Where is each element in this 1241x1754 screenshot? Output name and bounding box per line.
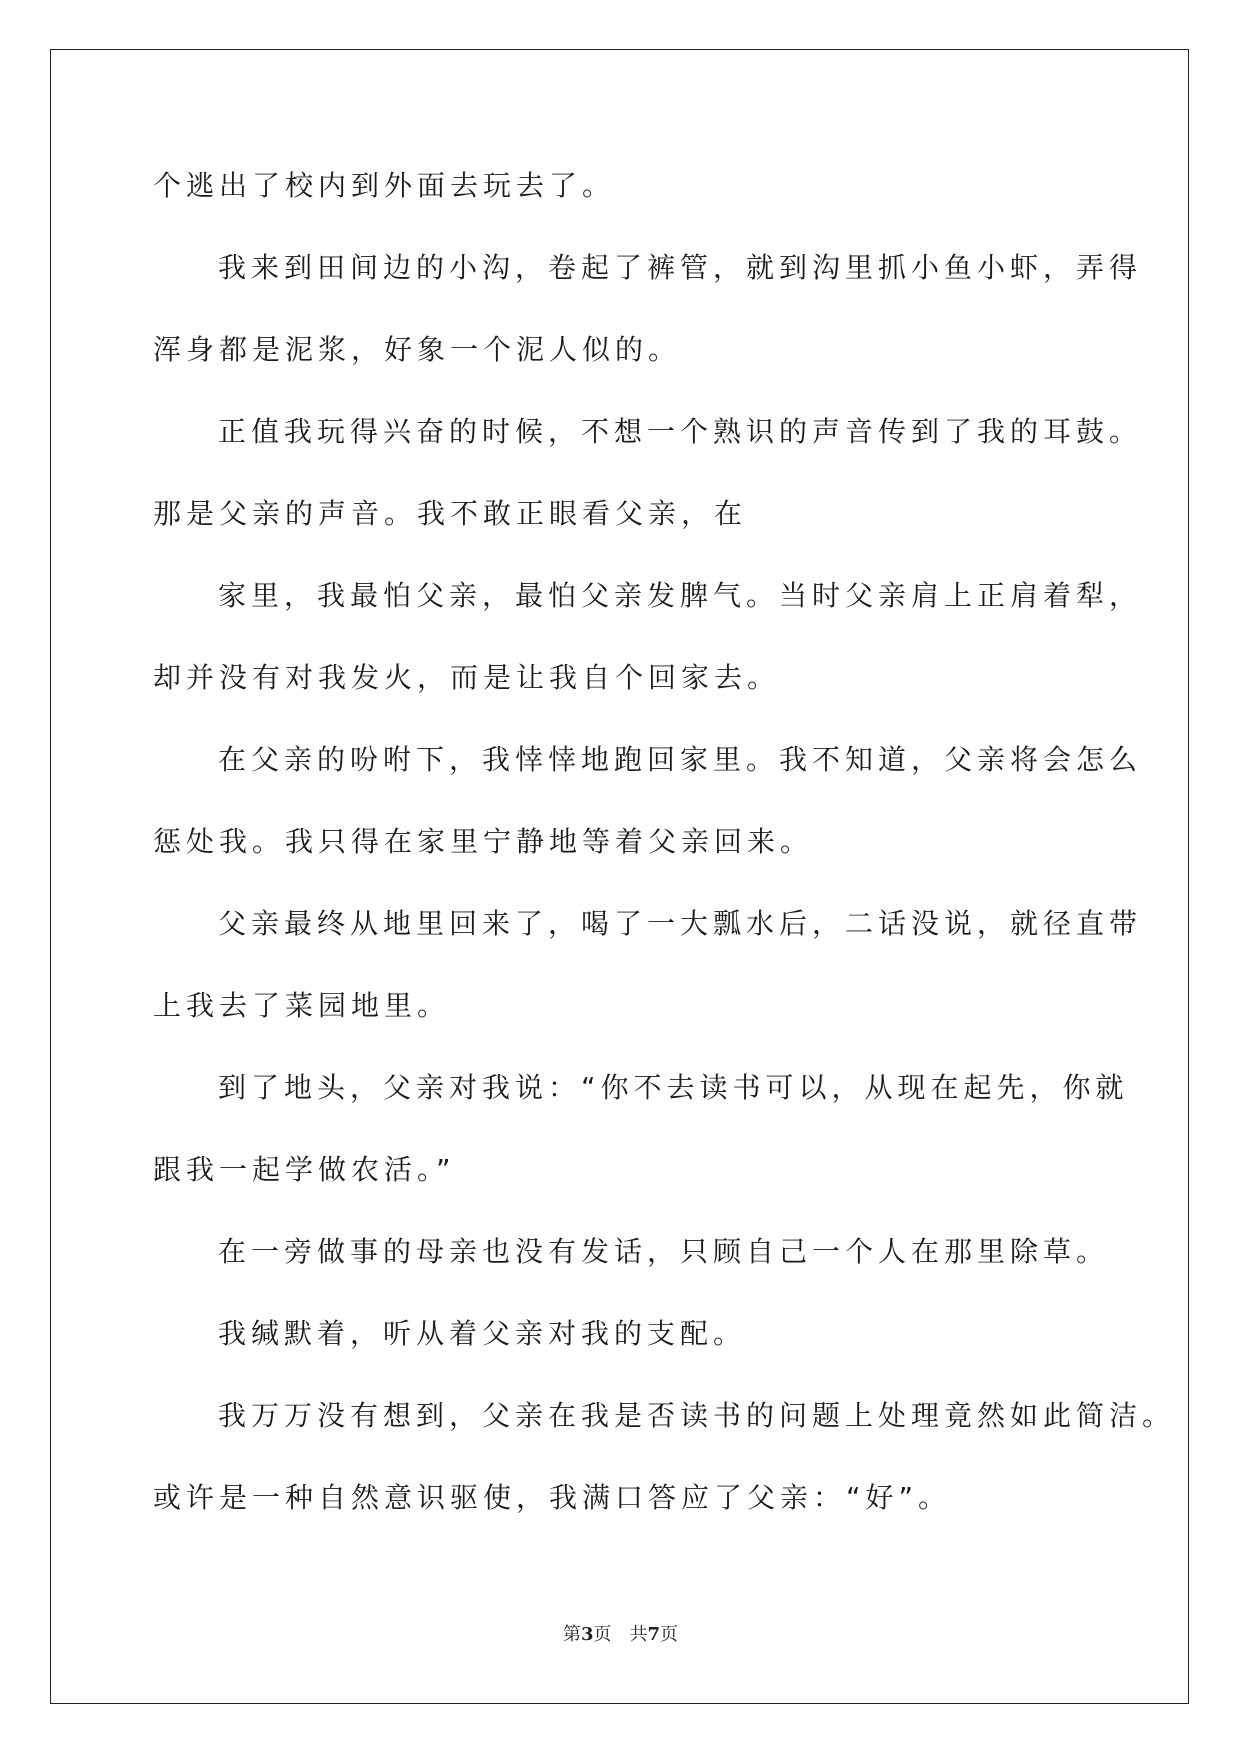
footer-total-pages: 7 <box>647 1624 661 1645</box>
text-line: 浑身都是泥浆，好象一个泥人似的。 <box>153 333 682 366</box>
footer-total-suffix: 页 <box>660 1624 679 1645</box>
text-line: 惩处我。我只得在家里宁静地等着父亲回来。 <box>153 825 814 858</box>
text-line: 跟我一起学做农活。” <box>153 1153 456 1186</box>
page-footer <box>0 1620 1241 1646</box>
text-line: 在父亲的吩咐下，我悻悻地跑回家里。我不知道，父亲将会怎么 <box>218 743 1143 776</box>
text-line: 父亲最终从地里回来了，喝了一大瓢水后，二话没说，就径直带 <box>218 907 1143 940</box>
text-line: 却并没有对我发火，而是让我自个回家去。 <box>153 661 781 694</box>
text-line: 到了地头，父亲对我说：“你不去读书可以，从现在起先，你就 <box>218 1071 1129 1104</box>
text-line: 上我去了菜园地里。 <box>153 989 451 1022</box>
text-line: 个逃出了校内到外面去玩去了。 <box>153 169 616 202</box>
text-line: 或许是一种自然意识驱使，我满口答应了父亲：“好”。 <box>153 1481 952 1514</box>
text-line: 家里，我最怕父亲，最怕父亲发脾气。当时父亲肩上正肩着犁， <box>218 579 1143 612</box>
footer-page-suffix: 页 <box>593 1624 612 1645</box>
text-line: 我来到田间边的小沟，卷起了裤管，就到沟里抓小鱼小虾，弄得 <box>218 251 1143 284</box>
text-line: 我缄默着，听从着父亲对我的支配。 <box>218 1317 747 1350</box>
text-line: 在一旁做事的母亲也没有发话，只顾自己一个人在那里除草。 <box>218 1235 1110 1268</box>
text-line: 正值我玩得兴奋的时候，不想一个熟识的声音传到了我的耳鼓。 <box>218 415 1143 448</box>
footer-page-prefix: 第 <box>562 1624 581 1645</box>
footer-total-prefix: 共 <box>629 1624 648 1645</box>
document-body <box>153 166 1176 1560</box>
text-line: 那是父亲的声音。我不敢正眼看父亲，在 <box>153 497 748 530</box>
footer-page-number: 3 <box>580 1624 594 1645</box>
text-line: 我万万没有想到，父亲在我是否读书的问题上处理竟然如此简洁。 <box>218 1399 1176 1432</box>
